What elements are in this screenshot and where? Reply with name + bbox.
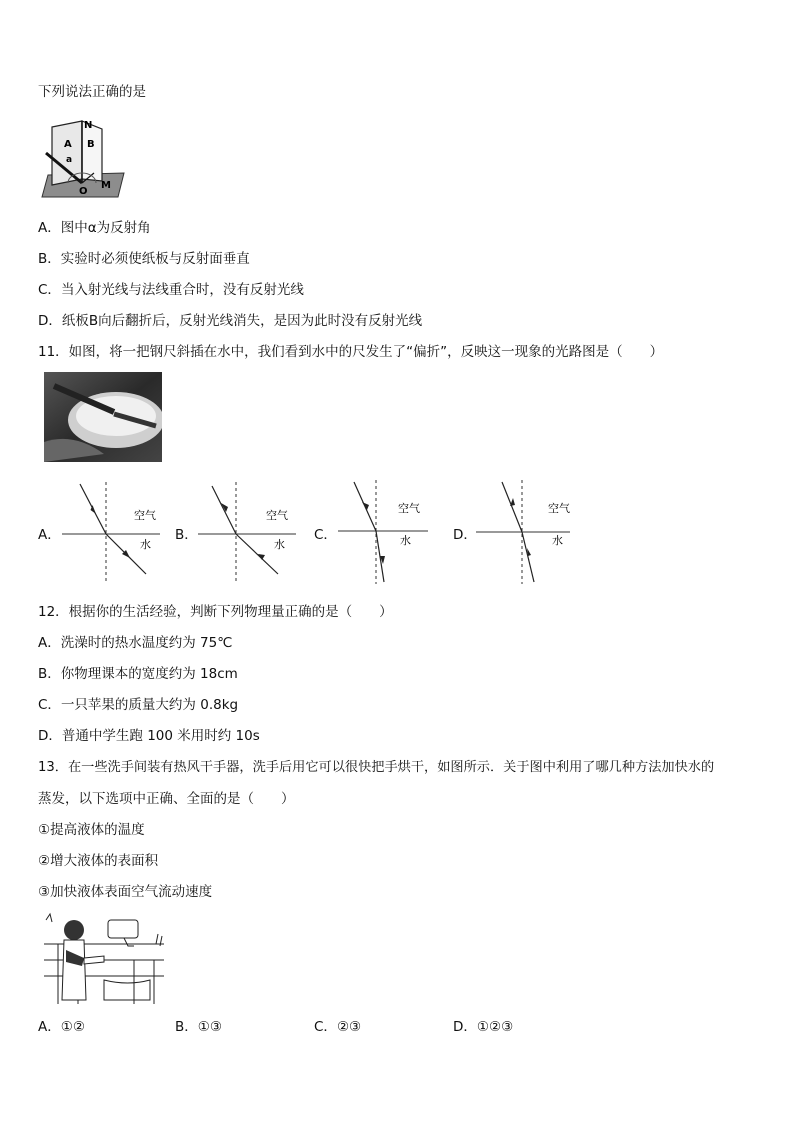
svg-text:空气: 空气 (398, 502, 420, 515)
svg-text:空气: 空气 (134, 509, 156, 522)
q11-diagram-b[interactable] (196, 480, 301, 584)
svg-text:水: 水 (400, 534, 411, 547)
svg-text:水: 水 (274, 538, 285, 551)
q13-option-d[interactable]: D．①②③ (453, 1019, 514, 1035)
q13-option-b[interactable]: B．①③ (175, 1019, 222, 1035)
svg-text:水: 水 (140, 538, 151, 551)
q13-option-a[interactable]: A．①② (38, 1019, 85, 1035)
q12-option-c[interactable]: C．一只苹果的质量大约为 0.8kg (38, 697, 239, 713)
q12-option-b[interactable]: B．你物理课本的宽度约为 18cm (38, 666, 238, 682)
q12-stem: 12．根据你的生活经验，判断下列物理量正确的是（ ） (38, 604, 393, 620)
svg-text:空气: 空气 (548, 502, 570, 515)
label-a-lower: a (66, 155, 73, 165)
q11-diagram-d[interactable] (474, 478, 579, 586)
ruler-in-water-photo (44, 372, 162, 462)
q12-option-a[interactable]: A．洗澡时的热水温度约为 75℃ (38, 635, 233, 651)
q11-diagram-a[interactable] (60, 480, 165, 584)
label-a-upper: A (64, 139, 72, 150)
q11-option-b-letter[interactable]: B． (175, 527, 198, 543)
svg-text:水: 水 (552, 534, 563, 547)
label-m: M (101, 180, 111, 191)
q11-option-a-letter[interactable]: A． (38, 527, 61, 543)
reflection-experiment-figure (38, 117, 128, 199)
q11-diagram-c[interactable] (336, 478, 441, 586)
q12-option-d[interactable]: D．普通中学生跑 100 米用时约 10s (38, 728, 260, 744)
q10-option-c[interactable]: C．当入射光线与法线重合时，没有反射光线 (38, 282, 304, 298)
label-b: B (87, 139, 95, 150)
q10-option-a[interactable]: A．图中α为反射角 (38, 220, 151, 236)
q13-option-c[interactable]: C．②③ (314, 1019, 362, 1035)
q11-option-d-letter[interactable]: D． (453, 527, 477, 543)
q10-option-d[interactable]: D．纸板B向后翻折后，反射光线消失，是因为此时没有反射光线 (38, 313, 423, 329)
hand-dryer-figure (38, 910, 168, 1008)
q10-option-b[interactable]: B．实验时必须使纸板与反射面垂直 (38, 251, 250, 267)
label-o: O (79, 186, 88, 197)
label-n: N (84, 120, 93, 131)
q11-stem: 11．如图，将一把钢尺斜插在水中，我们看到水中的尺发生了“偏折”，反映这一现象的光路图是（ ） (38, 344, 664, 360)
q10-stem-tail: 下列说法正确的是 (38, 84, 146, 100)
q11-option-c-letter[interactable]: C． (314, 527, 337, 543)
q13-item-1: ①提高液体的温度 (38, 822, 145, 838)
q13-item-3: ③加快液体表面空气流动速度 (38, 884, 213, 900)
q13-item-2: ②增大液体的表面积 (38, 853, 159, 869)
q13-stem-line1: 13．在一些洗手间装有热风干手器，洗手后用它可以很快把手烘干，如图所示．关于图中利用了哪几种方法加快水的 (38, 760, 715, 775)
svg-text:空气: 空气 (266, 509, 288, 522)
q13-stem-line2: 蒸发，以下选项中正确、全面的是（ ） (38, 791, 295, 807)
